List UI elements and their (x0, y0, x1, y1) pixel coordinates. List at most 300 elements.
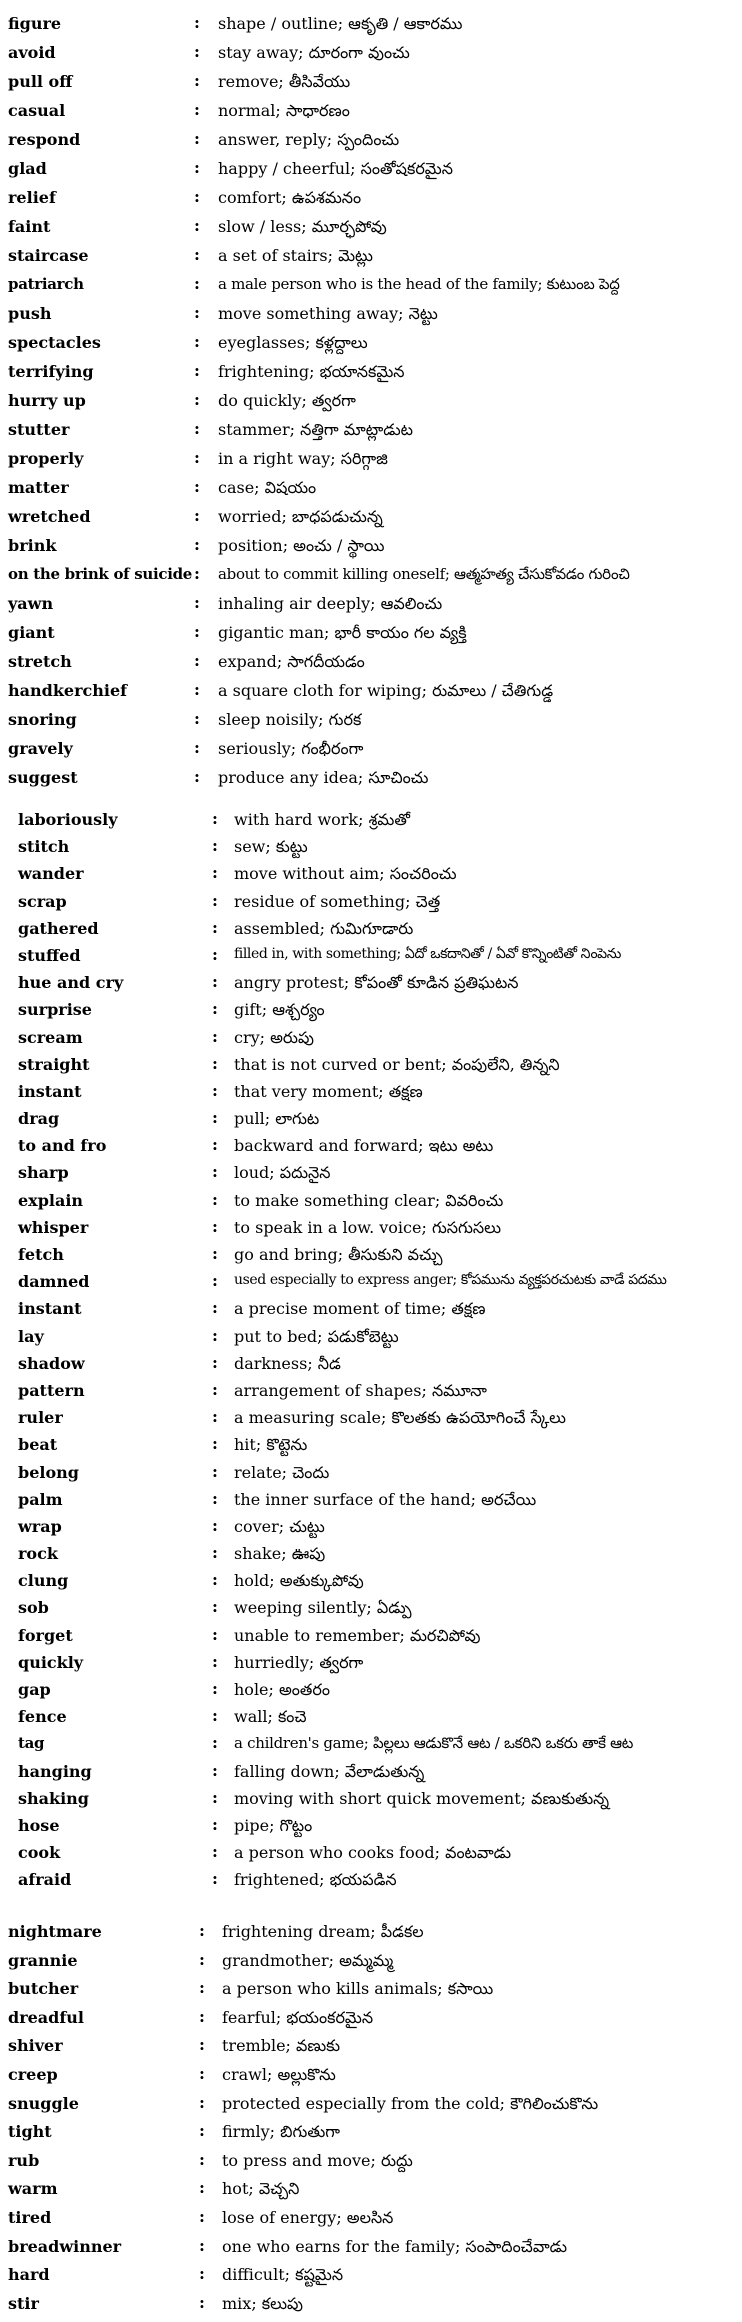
glossary-separator: : (194, 216, 200, 235)
glossary-word: terrifying (8, 362, 94, 381)
glossary-separator: : (212, 1842, 218, 1862)
glossary-meaning: arrangement of shapes; నమూనా (234, 1380, 487, 1400)
glossary-entry (0, 915, 742, 942)
glossary-entry (0, 2290, 742, 2319)
glossary-entry (0, 677, 742, 706)
glossary-separator: : (212, 1108, 218, 1128)
glossary-separator: : (194, 158, 200, 177)
glossary-entry (0, 1404, 742, 1431)
glossary-separator: : (212, 1570, 218, 1590)
glossary-word: scream (18, 1027, 83, 1047)
glossary-separator: : (212, 972, 218, 992)
glossary-word: giant (8, 623, 55, 642)
glossary-meaning: about to commit killing oneself; ఆత్మహత్య చేసుకోవడం గురించి (218, 565, 630, 583)
glossary-word: faint (8, 217, 51, 236)
glossary-meaning: hold; అతుక్కుపోవు (234, 1571, 364, 1591)
glossary-separator: : (212, 1080, 218, 1100)
glossary-entry (0, 1187, 742, 1214)
glossary-section-3 (0, 1918, 742, 2318)
glossary-entry (0, 1105, 742, 1132)
glossary-separator: : (194, 651, 200, 670)
glossary-separator: : (212, 1814, 218, 1834)
glossary-separator: : (194, 622, 200, 641)
glossary-entry (0, 735, 742, 764)
glossary-separator: : (194, 564, 200, 583)
glossary-entry (0, 1350, 742, 1377)
glossary-entry (0, 242, 742, 271)
glossary-separator: : (212, 1244, 218, 1263)
glossary-meaning: that is not curved or bent; వంపులేని, తిన్నని (234, 1054, 560, 1074)
glossary-separator: : (194, 332, 200, 351)
glossary-separator: : (194, 245, 200, 264)
glossary-meaning: move something away; నెట్టు (218, 304, 438, 323)
glossary-meaning: a person who kills animals; కసాయి (222, 1979, 494, 1999)
glossary-meaning: frightening dream; పీడకల (222, 1922, 424, 1941)
glossary-entry (0, 1866, 742, 1893)
glossary-separator: : (199, 2149, 205, 2169)
glossary-word: dreadful (8, 2007, 84, 2027)
glossary-entry (0, 1431, 742, 1458)
glossary-separator: : (194, 42, 200, 61)
glossary-meaning: relate; చెందు (234, 1462, 330, 1482)
glossary-word: shiver (8, 2036, 63, 2056)
glossary-meaning: slow / less; మూర్ఛపోవు (218, 217, 387, 236)
glossary-word: tight (8, 2122, 52, 2142)
glossary-word: fetch (18, 1245, 64, 1264)
glossary-word: explain (18, 1190, 84, 1210)
glossary-meaning: grandmother; అమ్మమ్మ (222, 1950, 394, 1970)
glossary-word: shaking (18, 1788, 89, 1808)
glossary-word: instant (18, 1081, 82, 1101)
glossary-entry (0, 833, 742, 860)
glossary-word: properly (8, 449, 84, 468)
glossary-meaning: produce any idea; సూచించు (218, 768, 429, 787)
glossary-entry (0, 1051, 742, 1078)
glossary-separator: : (212, 1298, 218, 1318)
glossary-meaning: case; విషయం (218, 478, 317, 497)
glossary-word: glad (8, 159, 47, 178)
glossary-meaning: angry protest; కోపంతో కూడిన ప్రతిఘటన (234, 973, 519, 993)
glossary-entry (0, 764, 742, 793)
glossary-word: figure (8, 14, 62, 33)
glossary-entry (0, 2175, 742, 2204)
glossary-word: casual (8, 101, 66, 120)
glossary-meaning: seriously; గంభీరంగా (218, 739, 364, 758)
glossary-entry (0, 1567, 742, 1594)
glossary-entry (0, 2032, 742, 2061)
glossary-word: suggest (8, 768, 78, 787)
glossary-entry (0, 474, 742, 503)
glossary-meaning: shake; ఊపు (234, 1544, 326, 1564)
glossary-entry (0, 1730, 742, 1757)
glossary-meaning: loud; పదునైన (234, 1163, 331, 1183)
glossary-entry (0, 888, 742, 915)
glossary-entry (0, 806, 742, 833)
glossary-word: lay (18, 1326, 44, 1346)
glossary-entry (0, 39, 742, 68)
glossary-separator: : (199, 1949, 205, 1969)
glossary-word: rock (18, 1544, 58, 1564)
glossary-meaning: to speak in a low. voice; గుసగుసలు (234, 1217, 502, 1237)
glossary-entry (0, 126, 742, 155)
glossary-meaning: cry; అరుపు (234, 1027, 314, 1047)
glossary-entry (0, 1703, 742, 1730)
glossary-meaning: expand; సాగదీయడం (218, 652, 365, 671)
glossary-meaning: answer, reply; స్పందించు (218, 130, 400, 149)
glossary-separator: : (212, 999, 218, 1019)
glossary-separator: : (199, 2006, 205, 2026)
glossary-separator: : (194, 448, 200, 467)
glossary-meaning: worried; బాధపడుచున్న (218, 507, 383, 526)
glossary-separator: : (212, 1488, 218, 1508)
glossary-word: handkerchief (8, 681, 128, 700)
glossary-word: ruler (18, 1408, 63, 1428)
glossary-word: rub (8, 2150, 40, 2170)
glossary-word: wretched (8, 507, 91, 526)
glossary-entry (0, 2118, 742, 2147)
glossary-entry (0, 1947, 742, 1976)
glossary-entry (0, 996, 742, 1023)
glossary-entry (0, 1214, 742, 1241)
glossary-word: whisper (18, 1217, 89, 1237)
glossary-word: instant (18, 1299, 82, 1319)
glossary-separator: : (194, 419, 200, 438)
glossary-word: hanging (18, 1761, 92, 1781)
glossary-section-2 (0, 806, 742, 1894)
glossary-meaning: protected especially from the cold; కౌగిలించుకొను (222, 2093, 599, 2113)
glossary-meaning: residue of something; చెత్త (234, 891, 441, 911)
glossary-meaning: that very moment; తక్షణ (234, 1081, 423, 1101)
glossary-separator: : (212, 1543, 218, 1563)
glossary-word: scrap (18, 891, 67, 911)
glossary-meaning: a person who cooks food; వంటవాడు (234, 1843, 512, 1863)
glossary-entry (0, 1377, 742, 1404)
glossary-entry (0, 1649, 742, 1676)
glossary-entry (0, 2004, 742, 2033)
glossary-meaning: a square cloth for wiping; రుమాలు / చేతిగుడ్డ (218, 681, 554, 700)
glossary-word: matter (8, 478, 69, 497)
glossary-entry (0, 2147, 742, 2176)
glossary-word: stretch (8, 652, 72, 671)
glossary-word: respond (8, 130, 81, 149)
glossary-entry (0, 68, 742, 97)
glossary-word: hose (18, 1815, 60, 1835)
glossary-entry (0, 860, 742, 887)
glossary-word: stir (8, 2293, 39, 2313)
glossary-separator: : (194, 593, 200, 612)
glossary-word: wrap (18, 1516, 62, 1536)
glossary-entry (0, 97, 742, 126)
glossary-word: belong (18, 1462, 79, 1482)
glossary-separator: : (212, 1352, 218, 1372)
glossary-meaning: filled in, with something; ఏదో ఒకదానితో / ఏవో కొన్నింటితో నింపెను (234, 945, 621, 962)
glossary-entry (0, 1758, 742, 1785)
glossary-separator: : (194, 187, 200, 206)
glossary-meaning: remove; తీసివేయు (218, 72, 351, 91)
glossary-word: wander (18, 864, 84, 884)
glossary-word: hue and cry (18, 973, 124, 993)
glossary-meaning: hole; అంతరం (234, 1680, 330, 1699)
glossary-word: tired (8, 2207, 52, 2227)
glossary-entry (0, 1839, 742, 1866)
glossary-meaning: inhaling air deeply; ఆవలించు (218, 594, 443, 613)
glossary-meaning: mix; కలుపు (222, 2293, 303, 2313)
glossary-word: damned (18, 1272, 90, 1292)
glossary-separator: : (212, 863, 218, 883)
glossary-word: snoring (8, 710, 77, 729)
glossary-meaning: to make something clear; వివరించు (234, 1190, 504, 1210)
glossary-word: warm (8, 2179, 58, 2199)
glossary-separator: : (212, 1624, 218, 1644)
glossary-separator: : (212, 1597, 218, 1617)
glossary-separator: : (212, 1162, 218, 1182)
glossary-meaning: to press and move; రుద్దు (222, 2150, 413, 2170)
glossary-meaning: falling down; వేలాడుతున్న (234, 1761, 425, 1781)
glossary-meaning: a measuring scale; కొలతకు ఉపయోగించే స్కేలు (234, 1408, 566, 1428)
glossary-separator: : (194, 71, 200, 90)
glossary-entry (0, 1513, 742, 1540)
glossary-separator: : (212, 1679, 218, 1698)
glossary-separator: : (199, 2264, 205, 2284)
glossary-word: quickly (18, 1652, 84, 1672)
glossary-entry (0, 1459, 742, 1486)
glossary-entry (0, 2090, 742, 2119)
glossary-entry (0, 10, 742, 39)
glossary-meaning: a children's game; పిల్లలు ఆడుకొనే ఆట / ఒకరిని ఒకరు తాకే ఆట (234, 1734, 634, 1753)
glossary-entry (0, 561, 742, 590)
glossary-meaning: unable to remember; మరచిపోవు (234, 1625, 481, 1645)
glossary-separator: : (194, 535, 200, 554)
glossary-meaning: put to bed; పడుకోబెట్టు (234, 1326, 399, 1346)
glossary-entry (0, 1622, 742, 1649)
glossary-word: creep (8, 2064, 58, 2084)
glossary-word: yawn (8, 594, 54, 613)
glossary-separator: : (212, 1325, 218, 1345)
glossary-separator: : (194, 274, 200, 293)
glossary-entry (0, 1785, 742, 1812)
glossary-entry (0, 648, 742, 677)
glossary-entry (0, 300, 742, 329)
glossary-word: hurry up (8, 391, 86, 410)
glossary-separator: : (199, 2092, 205, 2112)
glossary-entry (0, 1132, 742, 1159)
glossary-meaning: a set of stairs; మెట్లు (218, 246, 373, 265)
glossary-word: push (8, 304, 52, 323)
glossary-entry (0, 969, 742, 996)
glossary-word: brink (8, 536, 57, 555)
glossary-entry (0, 213, 742, 242)
glossary-entry (0, 184, 742, 213)
glossary-entry (0, 1918, 742, 1947)
glossary-entry (0, 1594, 742, 1621)
glossary-separator: : (212, 1733, 218, 1753)
glossary-word: breadwinner (8, 2236, 122, 2256)
glossary-separator: : (194, 738, 200, 757)
glossary-word: straight (18, 1054, 90, 1074)
glossary-entry (0, 1159, 742, 1186)
glossary-word: snuggle (8, 2093, 79, 2113)
glossary-meaning: crawl; అల్లుకొను (222, 2064, 336, 2084)
glossary-entry (0, 1323, 742, 1350)
glossary-meaning: difficult; కష్టమైన (222, 2265, 344, 2285)
glossary-word: pattern (18, 1380, 85, 1400)
glossary-meaning: frightened; భయపడిన (234, 1870, 397, 1890)
glossary-separator: : (194, 767, 200, 786)
glossary-meaning: darkness; నీడ (234, 1353, 341, 1373)
glossary-meaning: a precise moment of time; తక్షణ (234, 1299, 486, 1319)
glossary-separator: : (212, 1026, 218, 1046)
glossary-word: gravely (8, 739, 73, 758)
glossary-meaning: stammer; నత్తిగా మాట్లాడుట (218, 420, 413, 439)
glossary-entry (0, 2204, 742, 2233)
glossary-meaning: lose of energy; అలసిన (222, 2207, 394, 2227)
glossary-word: nightmare (8, 1922, 102, 1941)
glossary-meaning: firmly; బిగుతుగా (222, 2122, 341, 2142)
glossary-separator: : (194, 100, 200, 119)
glossary-entry (0, 1241, 742, 1268)
glossary-meaning: wall; కంచె (234, 1707, 307, 1727)
glossary-separator: : (199, 2235, 205, 2255)
glossary-word: hard (8, 2265, 50, 2285)
glossary-entry (0, 619, 742, 648)
glossary-meaning: one who earns for the family; సంపాదించేవాడు (222, 2236, 567, 2256)
glossary-word: pull off (8, 72, 73, 91)
glossary-separator: : (194, 13, 200, 32)
glossary-entry (0, 2061, 742, 2090)
glossary-separator: : (212, 809, 218, 828)
glossary-word: cook (18, 1843, 61, 1863)
glossary-meaning: sew; కుట్టు (234, 837, 308, 857)
glossary-separator: : (212, 1407, 218, 1427)
glossary-meaning: weeping silently; ఏడ్పు (234, 1598, 412, 1618)
glossary-word: fence (18, 1707, 67, 1727)
glossary-meaning: in a right way; సరిగ్గాజి (218, 449, 388, 468)
glossary-entry (0, 532, 742, 561)
glossary-separator: : (199, 2035, 205, 2055)
glossary-separator: : (212, 1461, 218, 1481)
glossary-entry (0, 1078, 742, 1105)
glossary-separator: : (212, 1651, 218, 1671)
glossary-word: gap (18, 1680, 51, 1699)
glossary-meaning: pull; లాగుట (234, 1109, 320, 1129)
glossary-word: gathered (18, 918, 99, 938)
glossary-entry (0, 2233, 742, 2262)
glossary-separator: : (199, 2121, 205, 2141)
glossary-separator: : (212, 836, 218, 856)
glossary-entry (0, 706, 742, 735)
glossary-separator: : (194, 506, 200, 525)
glossary-separator: : (212, 1189, 218, 1209)
glossary-separator: : (194, 477, 200, 496)
glossary-section-1 (0, 10, 742, 793)
glossary-entry (0, 590, 742, 619)
glossary-word: butcher (8, 1979, 79, 1999)
glossary-word: shadow (18, 1353, 85, 1373)
glossary-meaning: a male person who is the head of the family; కుటుంబ పెద్ద (218, 275, 620, 293)
glossary-meaning: the inner surface of the hand; అరచేయి (234, 1489, 537, 1509)
glossary-separator: : (194, 361, 200, 380)
glossary-meaning: comfort; ఉపశమనం (218, 188, 362, 207)
glossary-meaning: frightening; భయానకమైన (218, 362, 405, 381)
glossary-meaning: cover; చుట్టు (234, 1516, 325, 1536)
glossary-meaning: pipe; గొట్టం (234, 1815, 313, 1835)
glossary-separator: : (199, 2063, 205, 2083)
glossary-meaning: assembled; గుమిగూడారు (234, 918, 414, 938)
glossary-word: on the brink of suicide (8, 565, 193, 583)
glossary-meaning: backward and forward; ఇటు అటు (234, 1136, 494, 1156)
glossary-entry (0, 942, 742, 969)
glossary-entry (0, 1295, 742, 1322)
glossary-meaning: happy / cheerful; సంతోషకరమైన (218, 159, 453, 178)
glossary-word: stutter (8, 420, 70, 439)
glossary-meaning: go and bring; తీసుకుని వచ్చు (234, 1245, 443, 1264)
glossary-separator: : (212, 1053, 218, 1073)
glossary-meaning: gigantic man; భారీ కాయం గల వ్యక్తి (218, 623, 467, 642)
glossary-meaning: hit; కొట్టెను (234, 1435, 308, 1455)
glossary-entry (0, 1812, 742, 1839)
glossary-separator: : (212, 917, 218, 937)
glossary-word: laboriously (18, 810, 118, 829)
glossary-meaning: stay away; దూరంగా వుంచు (218, 43, 410, 62)
glossary-entry (0, 445, 742, 474)
glossary-word: patriarch (8, 275, 84, 293)
glossary-word: palm (18, 1489, 63, 1509)
glossary-separator: : (194, 303, 200, 322)
glossary-entry (0, 1540, 742, 1567)
glossary-separator: : (194, 680, 200, 699)
glossary-meaning: normal; సాధారణం (218, 101, 350, 120)
glossary-separator: : (194, 129, 200, 148)
glossary-word: sob (18, 1598, 49, 1618)
glossary-entry (0, 358, 742, 387)
glossary-separator: : (199, 1978, 205, 1998)
glossary-meaning: tremble; వణుకు (222, 2036, 341, 2056)
glossary-word: stitch (18, 837, 70, 857)
glossary-meaning: eyeglasses; కళ్లద్దాలు (218, 333, 368, 352)
glossary-separator: : (212, 944, 218, 964)
glossary-entry (0, 1486, 742, 1513)
glossary-separator: : (212, 1271, 218, 1291)
glossary-separator: : (212, 1787, 218, 1807)
glossary-word: clung (18, 1571, 69, 1591)
glossary-word: spectacles (8, 333, 101, 352)
glossary-meaning: move without aim; సంచరించు (234, 864, 457, 884)
glossary-word: tag (18, 1734, 45, 1753)
glossary-word: drag (18, 1109, 60, 1129)
glossary-entry (0, 503, 742, 532)
glossary-entry (0, 155, 742, 184)
glossary-word: sharp (18, 1163, 69, 1183)
glossary-entry (0, 2261, 742, 2290)
glossary-meaning: with hard work; శ్రమతో (234, 810, 410, 829)
glossary-entry (0, 1024, 742, 1051)
glossary-word: stuffed (18, 945, 81, 965)
glossary-separator: : (212, 890, 218, 910)
glossary-separator: : (212, 1515, 218, 1535)
glossary-meaning: moving with short quick movement; వణుకుతున్న (234, 1788, 610, 1808)
glossary-meaning: do quickly; త్వరగా (218, 391, 356, 410)
glossary-entry (0, 416, 742, 445)
glossary-entry (0, 271, 742, 300)
glossary-separator: : (199, 2178, 205, 2198)
glossary-word: afraid (18, 1870, 72, 1890)
glossary-word: avoid (8, 43, 56, 62)
glossary-word: relief (8, 188, 56, 207)
glossary-separator: : (199, 1921, 205, 1940)
glossary-separator: : (212, 1216, 218, 1236)
glossary-meaning: position; అంచు / స్థాయి (218, 536, 385, 555)
glossary-meaning: gift; ఆశ్చర్యం (234, 1000, 325, 1020)
